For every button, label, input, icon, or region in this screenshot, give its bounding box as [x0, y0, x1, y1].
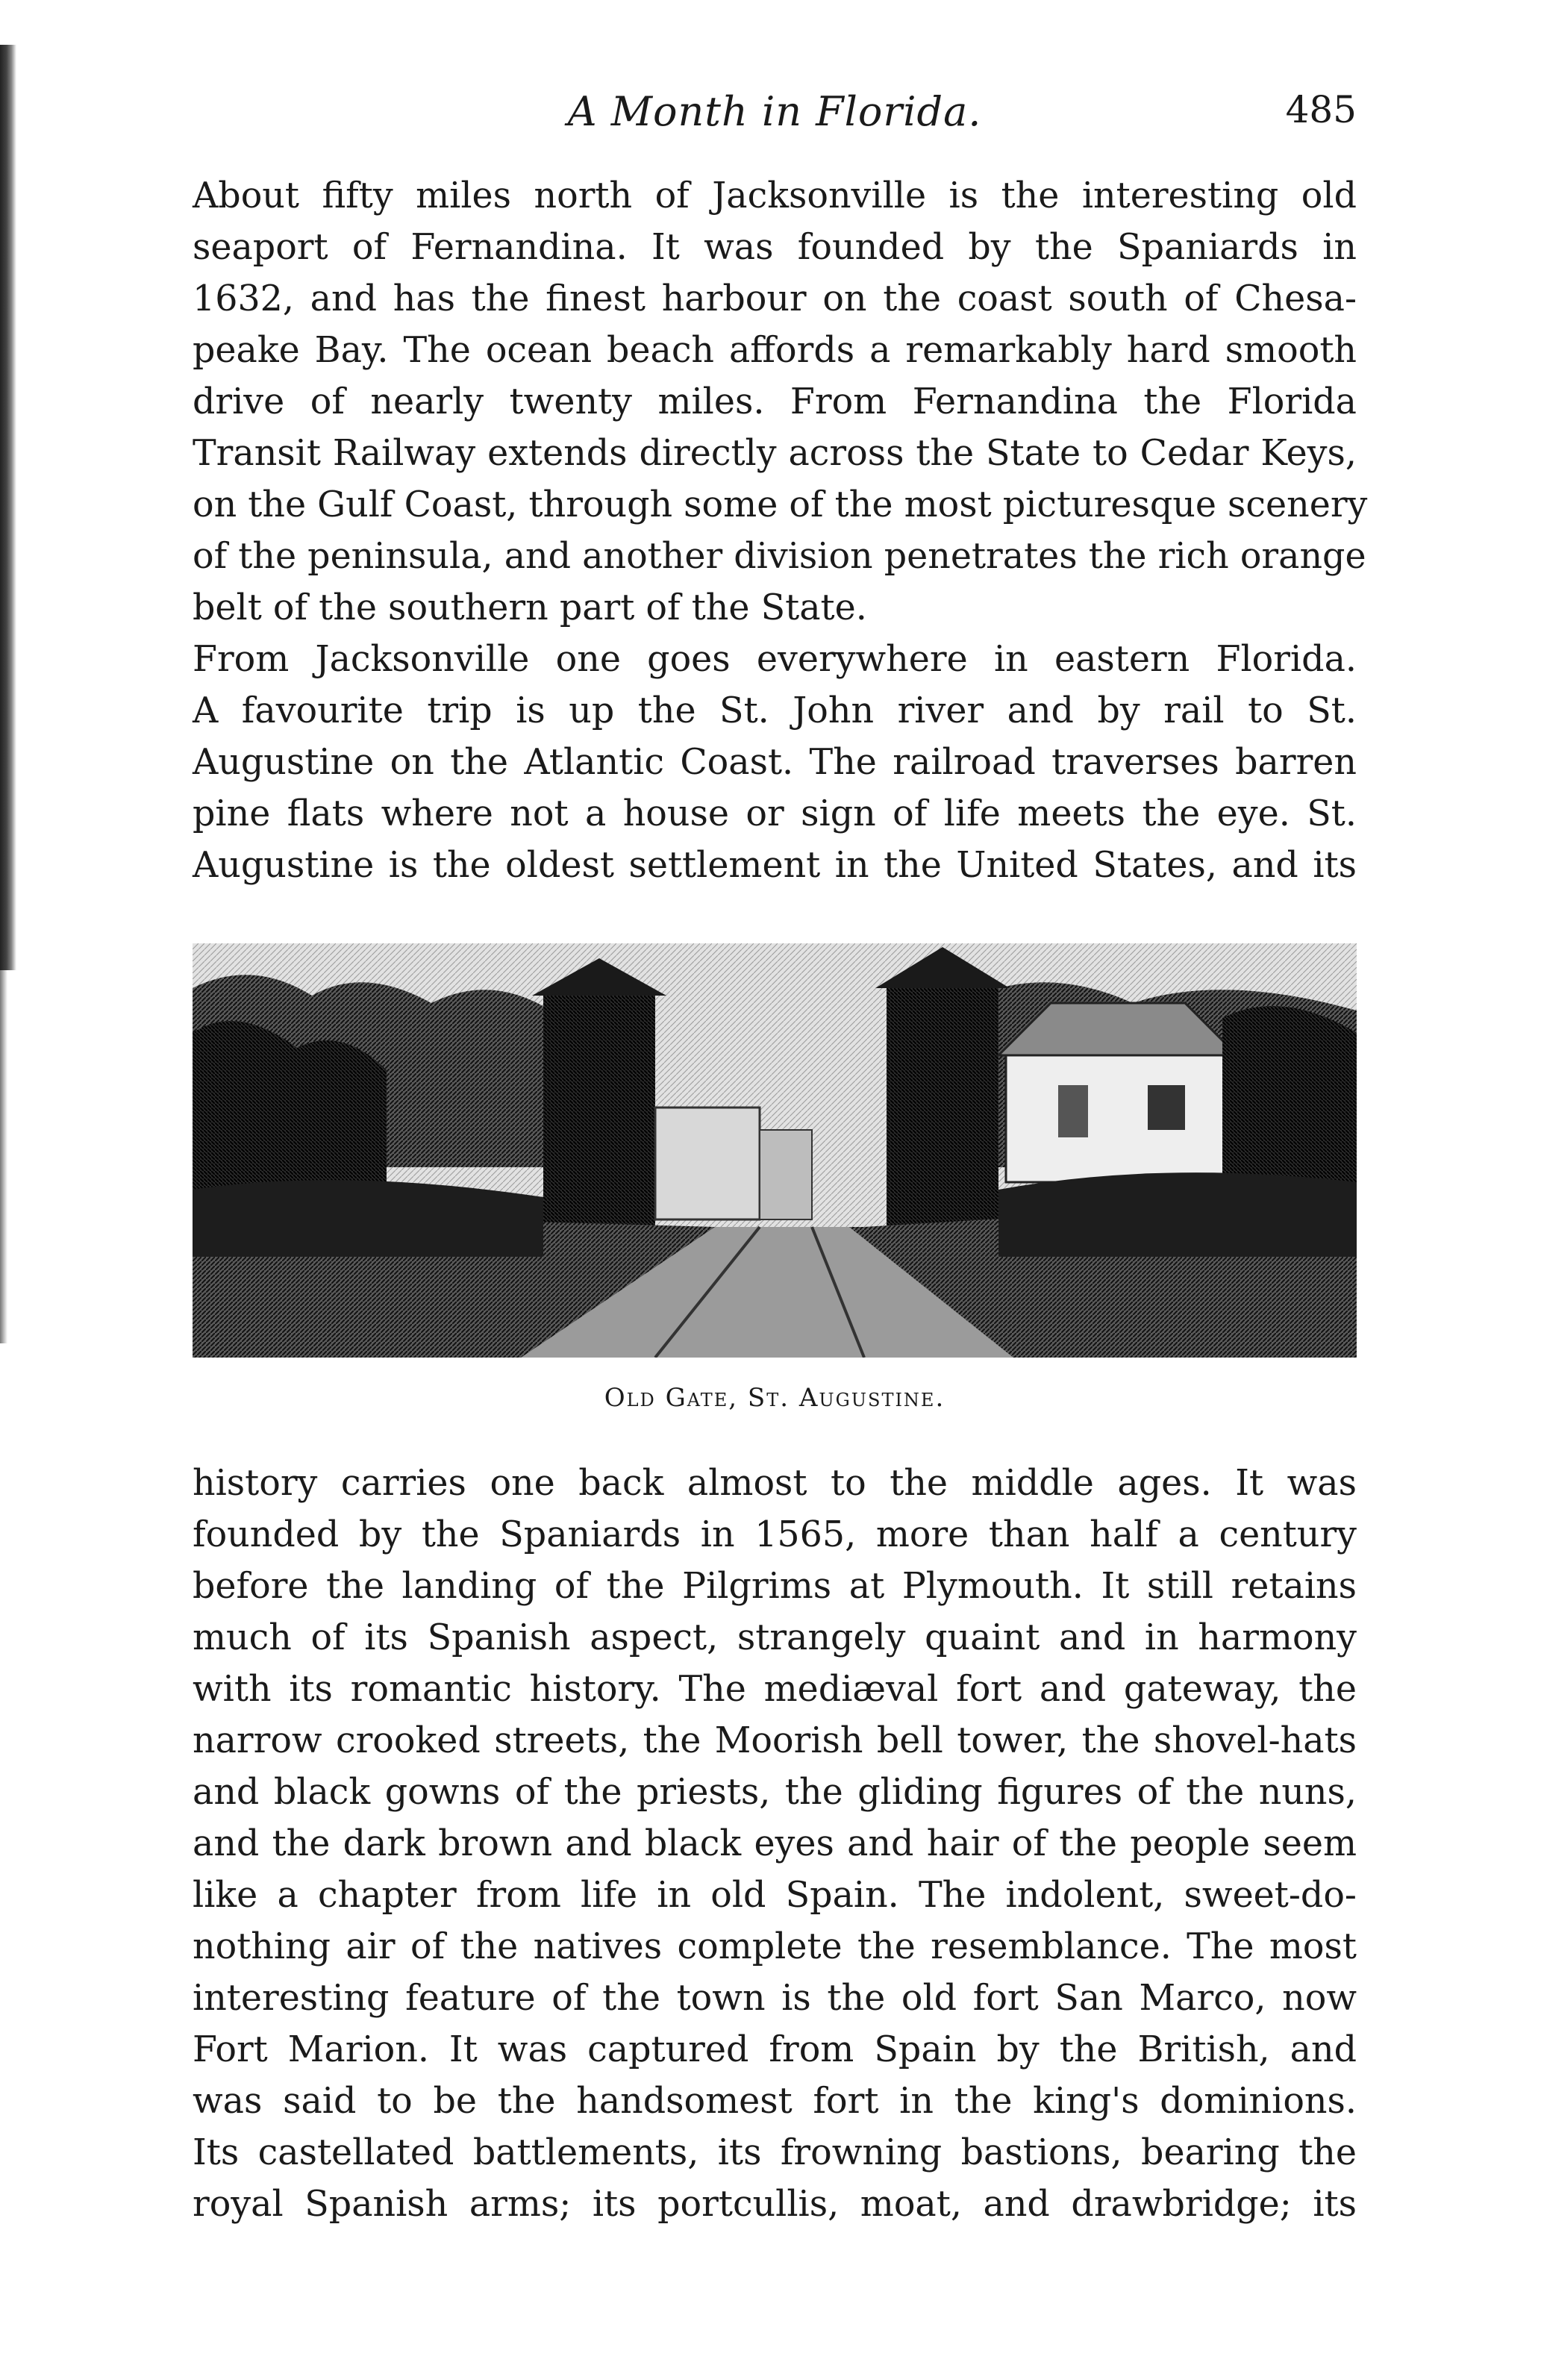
- text-line: Augustine is the oldest settlement in the United States, and its: [193, 845, 1357, 886]
- paragraph-st-augustine: [193, 1458, 1357, 2230]
- text-line: was said to be the handsomest fort in the king's dominions.: [193, 2081, 1357, 2122]
- text-line: Transit Railway extends directly across the State to Cedar Keys,: [193, 433, 1357, 474]
- text-line: pine flats where not a house or sign of life meets the eye. St.: [193, 793, 1357, 834]
- text-line: like a chapter from life in old Spain. The indolent, sweet-do-: [193, 1875, 1357, 1916]
- figure-caption: Old Gate, St. Augustine.: [604, 1383, 945, 1413]
- text-line: and the dark brown and black eyes and hair of the people seem: [193, 1823, 1357, 1864]
- text-line: on the Gulf Coast, through some of the most picturesque scenery: [193, 484, 1368, 525]
- text-line: belt of the southern part of the State.: [193, 587, 867, 628]
- text-line: royal Spanish arms; its portcullis, moat, and drawbridge; its: [193, 2184, 1357, 2225]
- running-header: [193, 88, 1357, 170]
- text-line: A favourite trip is up the St. John river and by rail to St.: [193, 690, 1357, 731]
- text-line: About fifty miles north of Jacksonville is the interesting old: [193, 175, 1357, 216]
- text-line: of the peninsula, and another division penetrates the rich orange: [193, 536, 1366, 577]
- scan-edge-shadow-lower: [0, 970, 7, 1343]
- text-line: nothing air of the natives complete the resemblance. The most: [193, 1926, 1357, 1967]
- old-gate-engraving: [193, 943, 1357, 1358]
- book-page: [193, 88, 1368, 2230]
- text-line: 1632, and has the finest harbour on the coast south of Chesa-: [193, 278, 1357, 319]
- paragraph-jacksonville: [193, 634, 1357, 891]
- paragraph-fernandina: [193, 170, 1368, 634]
- text-line: From Jacksonville one goes everywhere in eastern Florida.: [193, 639, 1357, 680]
- text-line: Its castellated battlements, its frowning bastions, bearing the: [193, 2132, 1357, 2173]
- text-line: with its romantic history. The mediæval fort and gateway, the: [193, 1669, 1357, 1710]
- text-line: peake Bay. The ocean beach affords a remarkably hard smooth: [193, 330, 1357, 371]
- text-line: before the landing of the Pilgrims at Plymouth. It still retains: [193, 1566, 1357, 1607]
- running-title: A Month in Florida.: [567, 88, 982, 135]
- text-line: and black gowns of the priests, the gliding figures of the nuns,: [193, 1772, 1357, 1813]
- figure-old-gate: [193, 943, 1357, 1413]
- text-line: drive of nearly twenty miles. From Fernandina the Florida: [193, 381, 1357, 422]
- text-line: narrow crooked streets, the Moorish bell tower, the shovel-hats: [193, 1720, 1357, 1761]
- text-line: Fort Marion. It was captured from Spain by the British, and: [193, 2029, 1357, 2070]
- text-line: much of its Spanish aspect, strangely quaint and in harmony: [193, 1617, 1357, 1658]
- text-line: seaport of Fernandina. It was founded by the Spaniards in: [193, 227, 1357, 268]
- text-line: founded by the Spaniards in 1565, more than half a century: [193, 1514, 1357, 1555]
- scan-edge-shadow: [0, 45, 16, 970]
- text-line: Augustine on the Atlantic Coast. The railroad traverses barren: [193, 742, 1357, 783]
- page-number: 485: [1285, 88, 1357, 131]
- text-line: history carries one back almost to the middle ages. It was: [193, 1463, 1357, 1504]
- text-line: interesting feature of the town is the old fort San Marco, now: [193, 1978, 1357, 2019]
